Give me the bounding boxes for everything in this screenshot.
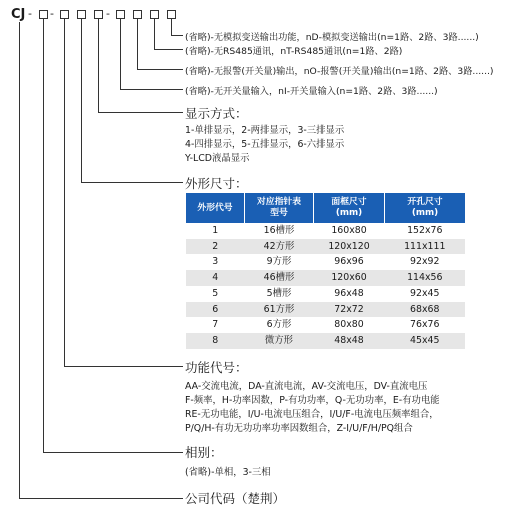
table-row <box>186 254 465 270</box>
leader-display-h <box>98 112 183 113</box>
cell: 80x80 <box>314 317 385 333</box>
function-line-2: F-频率，H-功率因数，P-有功功率，Q-无功功率，E-有功电能 <box>185 395 440 406</box>
cell: 46槽形 <box>245 270 314 286</box>
leader-rs485-h <box>154 49 183 50</box>
table-row <box>186 302 465 318</box>
cell: 3 <box>186 254 245 270</box>
cell: 61方形 <box>245 302 314 318</box>
cell: 2 <box>186 239 245 255</box>
cell: 9方形 <box>245 254 314 270</box>
leader-display-v <box>98 19 99 112</box>
display-line-1: 1-单排显示，2-两排显示，3-三排显示 <box>185 125 345 136</box>
leader-switch-v <box>120 19 121 89</box>
company-heading: 公司代码（楚荆） <box>185 491 286 506</box>
leader-size-v <box>81 19 82 182</box>
cell: 111x111 <box>385 239 466 255</box>
cell: 160x80 <box>314 223 385 239</box>
cell: 6 <box>186 302 245 318</box>
leader-switch-h <box>120 89 183 90</box>
cell: 4 <box>186 270 245 286</box>
table-row <box>186 333 465 349</box>
leader-alarm-v <box>137 19 138 69</box>
code-box-switch-input <box>116 10 125 19</box>
cell: 72x72 <box>314 302 385 318</box>
cell: 152x76 <box>385 223 466 239</box>
col-pointer-model: 对应指针表 型号 <box>245 193 314 223</box>
cell: 5 <box>186 286 245 302</box>
function-line-4: P/Q/H-有功无功功率功率因数组合，Z-I/U/F/H/PQ组合 <box>185 423 413 434</box>
note-switch-input: (省略)-无开关量输入，nI-开关量输入(n=1路、2路、3路......) <box>185 86 438 97</box>
cell: 7 <box>186 317 245 333</box>
size-heading: 外形尺寸： <box>185 176 248 191</box>
table-row <box>186 239 465 255</box>
leader-analog-h <box>171 35 183 36</box>
table-row <box>186 286 465 302</box>
code-box-alarm-output <box>133 10 142 19</box>
cell: 5槽形 <box>245 286 314 302</box>
size-table <box>186 193 465 349</box>
code-box-analog-output <box>167 10 176 19</box>
cell: 8 <box>186 333 245 349</box>
leader-alarm-h <box>137 69 183 70</box>
table-row <box>186 317 465 333</box>
cell: 42方形 <box>245 239 314 255</box>
table-row <box>186 223 465 239</box>
function-line-3: RE-无功电能，I/U-电流电压组合，I/U/F-电流电压频率组合， <box>185 409 439 420</box>
cell: 68x68 <box>385 302 466 318</box>
table-row <box>186 270 465 286</box>
note-analog-output: (省略)-无模拟变送输出功能，nD-模拟变送输出(n=1路、2路、3路......) <box>185 32 479 43</box>
cell: 16槽形 <box>245 223 314 239</box>
cell: 92x45 <box>385 286 466 302</box>
leader-phase-h <box>43 452 183 453</box>
note-alarm-output: (省略)-无报警(开关量)输出，nO-报警(开关量)输出(n=1路、2路、3路......) <box>185 66 494 77</box>
col-frame-size: 面框尺寸 (mm) <box>314 193 385 223</box>
cell: 96x96 <box>314 254 385 270</box>
leader-company-v <box>19 22 20 498</box>
code-box-phase-outer <box>39 10 48 19</box>
col-cutout-size: 开孔尺寸 (mm) <box>385 193 466 223</box>
cell: 微方形 <box>245 333 314 349</box>
cell: 120x120 <box>314 239 385 255</box>
cell: 114x56 <box>385 270 466 286</box>
leader-rs485-v <box>154 19 155 49</box>
leader-function-h <box>64 366 183 367</box>
model-prefix: CJ <box>11 7 26 22</box>
cell: 96x48 <box>314 286 385 302</box>
leader-analog-v <box>171 19 172 35</box>
display-heading: 显示方式： <box>185 106 248 121</box>
phase-heading: 相别： <box>185 445 223 460</box>
code-box-display <box>94 10 103 19</box>
code-box-rs485 <box>150 10 159 19</box>
col-shape-code: 外形代号 <box>186 193 245 223</box>
cell: 1 <box>186 223 245 239</box>
separator-1: - <box>28 7 32 20</box>
cell: 45x45 <box>385 333 466 349</box>
leader-function-v <box>64 19 65 366</box>
display-line-3: Y-LCD液晶显示 <box>185 153 250 164</box>
cell: 6方形 <box>245 317 314 333</box>
function-line-1: AA-交流电流，DA-直流电流，AV-交流电压，DV-直流电压 <box>185 381 428 392</box>
phase-text: (省略)-单相，3-三相 <box>185 467 271 478</box>
separator-2: - <box>50 7 54 20</box>
note-rs485: (省略)-无RS485通讯，nT-RS485通讯(n=1路、2路) <box>185 46 403 57</box>
cell: 92x92 <box>385 254 466 270</box>
leader-company-h <box>19 498 183 499</box>
display-line-2: 4-四排显示，5-五排显示，6-六排显示 <box>185 139 345 150</box>
code-box-size <box>77 10 86 19</box>
separator-3: - <box>106 7 110 20</box>
function-heading: 功能代号： <box>185 360 248 375</box>
cell: 48x48 <box>314 333 385 349</box>
cell: 120x60 <box>314 270 385 286</box>
leader-phase-v <box>43 19 44 452</box>
leader-size-h <box>81 182 183 183</box>
code-box-function <box>60 10 69 19</box>
cell: 76x76 <box>385 317 466 333</box>
